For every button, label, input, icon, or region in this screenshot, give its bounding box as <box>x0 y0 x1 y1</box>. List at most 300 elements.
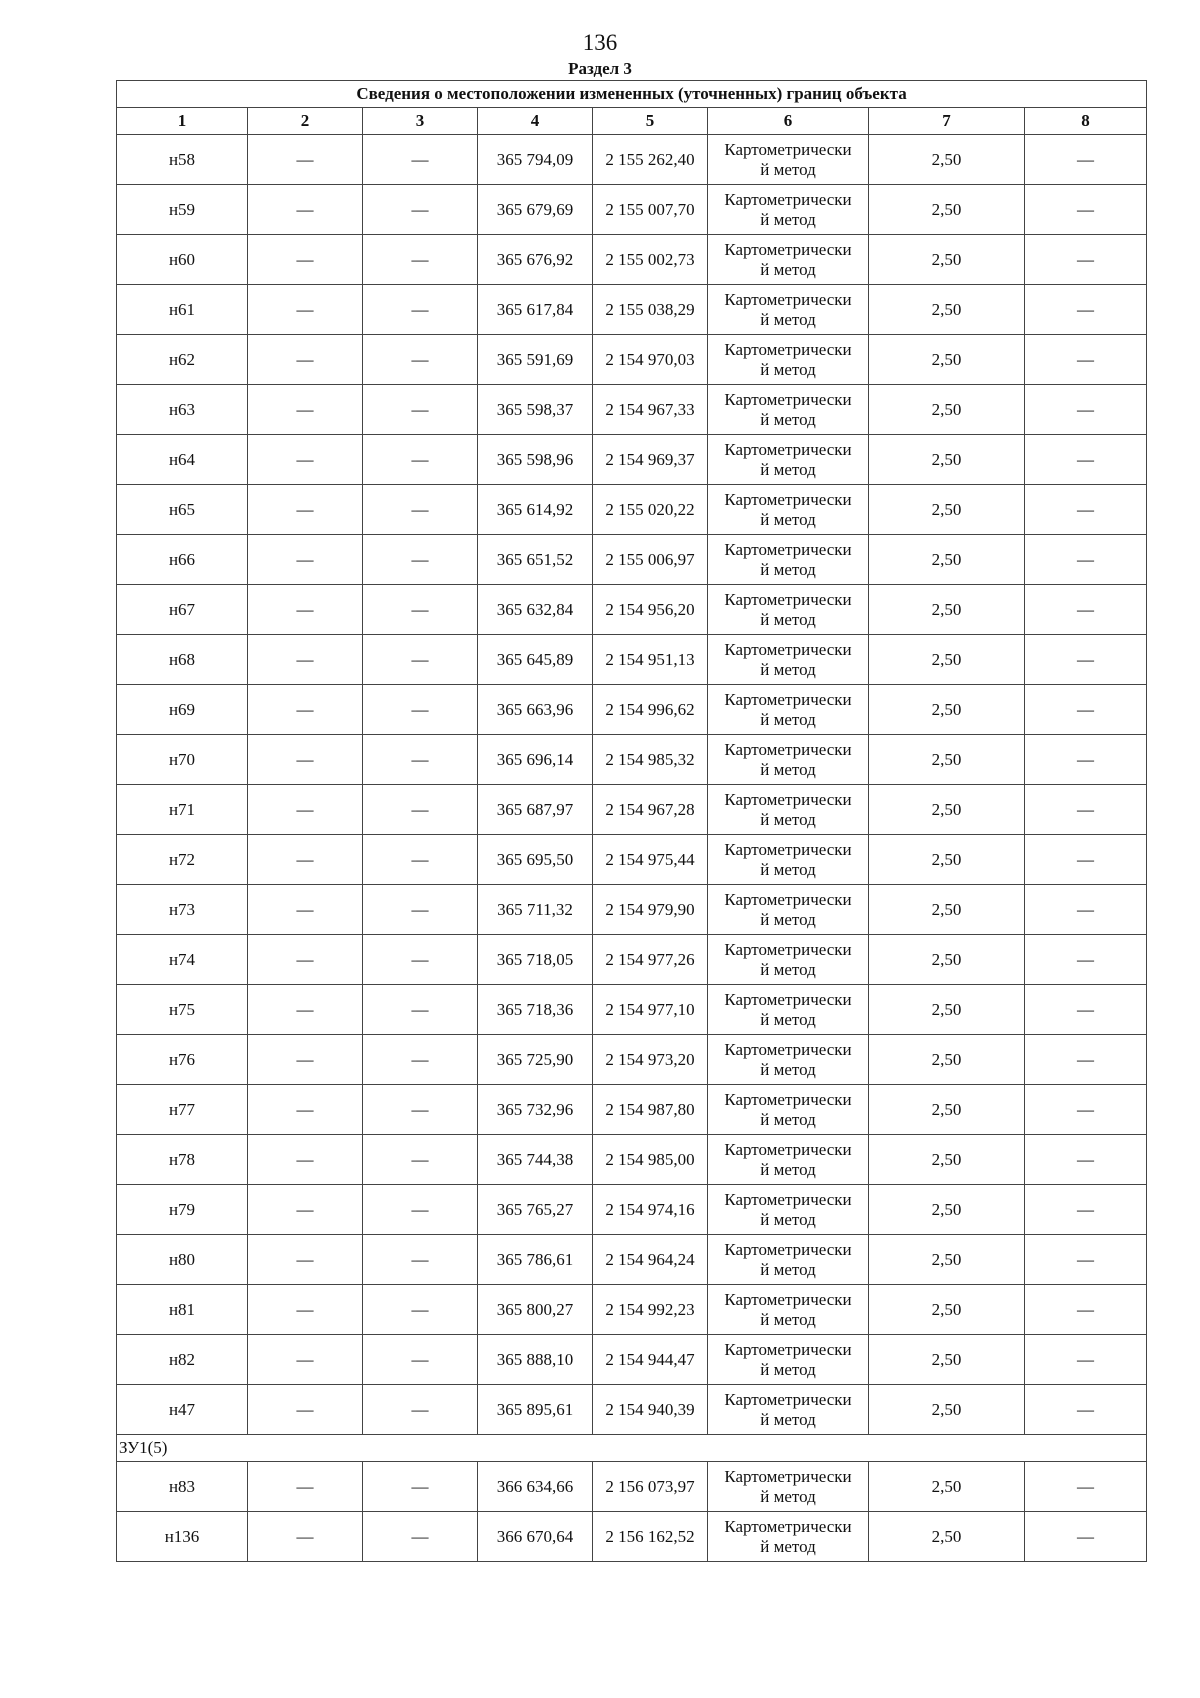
method-line-1: Картометрически <box>724 1039 852 1059</box>
accuracy-cell: 2,50 <box>869 485 1025 535</box>
column-2-cell: — <box>248 885 363 935</box>
column-2-cell: — <box>248 1335 363 1385</box>
table-row <box>117 535 1147 585</box>
column-2-cell: — <box>248 235 363 285</box>
point-name-cell: н136 <box>117 1512 248 1562</box>
column-2-cell: — <box>248 1512 363 1562</box>
accuracy-cell: 2,50 <box>869 685 1025 735</box>
column-8-cell: — <box>1025 185 1147 235</box>
x-coordinate-cell: 365 765,27 <box>478 1185 593 1235</box>
column-2-cell: — <box>248 285 363 335</box>
column-8-cell: — <box>1025 1085 1147 1135</box>
table-row <box>117 1235 1147 1285</box>
y-coordinate-cell: 2 154 940,39 <box>593 1385 708 1435</box>
accuracy-cell: 2,50 <box>869 1235 1025 1285</box>
method-cell <box>708 235 869 285</box>
column-3-cell: — <box>363 535 478 585</box>
method-cell <box>708 685 869 735</box>
column-3-cell: — <box>363 935 478 985</box>
method-line-2: й метод <box>760 609 816 629</box>
method-line-2: й метод <box>760 509 816 529</box>
method-cell <box>708 635 869 685</box>
accuracy-cell: 2,50 <box>869 285 1025 335</box>
point-name-cell: н75 <box>117 985 248 1035</box>
method-line-2: й метод <box>760 959 816 979</box>
method-line-1: Картометрически <box>724 589 852 609</box>
column-8-cell: — <box>1025 1035 1147 1085</box>
table-row <box>117 985 1147 1035</box>
accuracy-cell: 2,50 <box>869 185 1025 235</box>
y-coordinate-cell: 2 154 992,23 <box>593 1285 708 1335</box>
table-row <box>117 935 1147 985</box>
table-row <box>117 1085 1147 1135</box>
accuracy-cell: 2,50 <box>869 1285 1025 1335</box>
y-coordinate-cell: 2 155 006,97 <box>593 535 708 585</box>
column-8-cell: — <box>1025 1135 1147 1185</box>
column-3-cell: — <box>363 835 478 885</box>
method-line-1: Картометрически <box>724 939 852 959</box>
column-3-cell: — <box>363 1185 478 1235</box>
table-row <box>117 835 1147 885</box>
method-line-2: й метод <box>760 259 816 279</box>
column-8-cell: — <box>1025 385 1147 435</box>
y-coordinate-cell: 2 154 951,13 <box>593 635 708 685</box>
method-line-2: й метод <box>760 1486 816 1506</box>
column-header: 2 <box>248 108 363 135</box>
x-coordinate-cell: 365 718,05 <box>478 935 593 985</box>
x-coordinate-cell: 365 614,92 <box>478 485 593 535</box>
x-coordinate-cell: 365 617,84 <box>478 285 593 335</box>
method-line-1: Картометрически <box>724 989 852 1009</box>
column-2-cell: — <box>248 785 363 835</box>
y-coordinate-cell: 2 154 996,62 <box>593 685 708 735</box>
column-2-cell: — <box>248 485 363 535</box>
method-line-2: й метод <box>760 459 816 479</box>
column-2-cell: — <box>248 985 363 1035</box>
accuracy-cell: 2,50 <box>869 1035 1025 1085</box>
x-coordinate-cell: 365 695,50 <box>478 835 593 885</box>
y-coordinate-cell: 2 154 987,80 <box>593 1085 708 1135</box>
column-2-cell: — <box>248 585 363 635</box>
column-8-cell: — <box>1025 285 1147 335</box>
table-row <box>117 435 1147 485</box>
x-coordinate-cell: 366 670,64 <box>478 1512 593 1562</box>
column-8-cell: — <box>1025 435 1147 485</box>
column-2-cell: — <box>248 135 363 185</box>
method-line-2: й метод <box>760 1259 816 1279</box>
column-8-cell: — <box>1025 1185 1147 1235</box>
method-line-1: Картометрически <box>724 439 852 459</box>
coordinates-table <box>116 80 1147 1562</box>
y-coordinate-cell: 2 154 956,20 <box>593 585 708 635</box>
column-8-cell: — <box>1025 785 1147 835</box>
table-row <box>117 635 1147 685</box>
column-2-cell: — <box>248 635 363 685</box>
method-line-2: й метод <box>760 159 816 179</box>
y-coordinate-cell: 2 154 944,47 <box>593 1335 708 1385</box>
y-coordinate-cell: 2 155 020,22 <box>593 485 708 535</box>
method-cell <box>708 1335 869 1385</box>
column-8-cell: — <box>1025 885 1147 935</box>
table-row <box>117 185 1147 235</box>
y-coordinate-cell: 2 156 073,97 <box>593 1462 708 1512</box>
method-cell <box>708 335 869 385</box>
method-line-2: й метод <box>760 709 816 729</box>
accuracy-cell: 2,50 <box>869 135 1025 185</box>
point-name-cell: н70 <box>117 735 248 785</box>
column-2-cell: — <box>248 935 363 985</box>
column-2-cell: — <box>248 835 363 885</box>
method-cell <box>708 885 869 935</box>
point-name-cell: н58 <box>117 135 248 185</box>
method-cell <box>708 1035 869 1085</box>
point-name-cell: н78 <box>117 1135 248 1185</box>
column-header-row <box>117 108 1147 135</box>
method-line-2: й метод <box>760 1409 816 1429</box>
method-cell <box>708 1385 869 1435</box>
table-row <box>117 485 1147 535</box>
column-2-cell: — <box>248 1035 363 1085</box>
column-3-cell: — <box>363 485 478 535</box>
method-line-2: й метод <box>760 1359 816 1379</box>
y-coordinate-cell: 2 155 262,40 <box>593 135 708 185</box>
column-3-cell: — <box>363 1335 478 1385</box>
y-coordinate-cell: 2 155 002,73 <box>593 235 708 285</box>
accuracy-cell: 2,50 <box>869 985 1025 1035</box>
table-row <box>117 335 1147 385</box>
x-coordinate-cell: 366 634,66 <box>478 1462 593 1512</box>
point-name-cell: н81 <box>117 1285 248 1335</box>
point-name-cell: н61 <box>117 285 248 335</box>
method-line-2: й метод <box>760 1159 816 1179</box>
accuracy-cell: 2,50 <box>869 1385 1025 1435</box>
method-cell <box>708 1135 869 1185</box>
point-name-cell: н71 <box>117 785 248 835</box>
x-coordinate-cell: 365 679,69 <box>478 185 593 235</box>
column-8-cell: — <box>1025 235 1147 285</box>
column-3-cell: — <box>363 635 478 685</box>
accuracy-cell: 2,50 <box>869 335 1025 385</box>
point-name-cell: н79 <box>117 1185 248 1235</box>
x-coordinate-cell: 365 687,97 <box>478 785 593 835</box>
y-coordinate-cell: 2 154 973,20 <box>593 1035 708 1085</box>
column-2-cell: — <box>248 335 363 385</box>
method-cell <box>708 435 869 485</box>
method-line-1: Картометрически <box>724 1189 852 1209</box>
column-2-cell: — <box>248 685 363 735</box>
column-3-cell: — <box>363 285 478 335</box>
method-line-1: Картометрически <box>724 239 852 259</box>
method-line-1: Картометрически <box>724 689 852 709</box>
y-coordinate-cell: 2 154 977,10 <box>593 985 708 1035</box>
accuracy-cell: 2,50 <box>869 1512 1025 1562</box>
method-cell <box>708 935 869 985</box>
column-header: 1 <box>117 108 248 135</box>
column-8-cell: — <box>1025 635 1147 685</box>
column-3-cell: — <box>363 1512 478 1562</box>
group-label: ЗУ1(5) <box>117 1435 1147 1462</box>
method-line-2: й метод <box>760 1109 816 1129</box>
y-coordinate-cell: 2 154 967,33 <box>593 385 708 435</box>
method-line-1: Картометрически <box>724 1139 852 1159</box>
accuracy-cell: 2,50 <box>869 835 1025 885</box>
y-coordinate-cell: 2 154 967,28 <box>593 785 708 835</box>
point-name-cell: н69 <box>117 685 248 735</box>
method-cell <box>708 385 869 435</box>
column-3-cell: — <box>363 1135 478 1185</box>
point-name-cell: н63 <box>117 385 248 435</box>
point-name-cell: н76 <box>117 1035 248 1085</box>
column-header: 6 <box>708 108 869 135</box>
method-line-2: й метод <box>760 809 816 829</box>
column-2-cell: — <box>248 735 363 785</box>
x-coordinate-cell: 365 800,27 <box>478 1285 593 1335</box>
method-line-2: й метод <box>760 1209 816 1229</box>
column-3-cell: — <box>363 785 478 835</box>
table-row <box>117 885 1147 935</box>
column-8-cell: — <box>1025 1335 1147 1385</box>
accuracy-cell: 2,50 <box>869 1335 1025 1385</box>
x-coordinate-cell: 365 888,10 <box>478 1335 593 1385</box>
method-line-1: Картометрически <box>724 789 852 809</box>
x-coordinate-cell: 365 794,09 <box>478 135 593 185</box>
method-line-2: й метод <box>760 409 816 429</box>
accuracy-cell: 2,50 <box>869 1135 1025 1185</box>
accuracy-cell: 2,50 <box>869 1462 1025 1512</box>
method-line-2: й метод <box>760 759 816 779</box>
column-3-cell: — <box>363 1462 478 1512</box>
column-8-cell: — <box>1025 935 1147 985</box>
y-coordinate-cell: 2 154 985,00 <box>593 1135 708 1185</box>
column-8-cell: — <box>1025 1235 1147 1285</box>
accuracy-cell: 2,50 <box>869 585 1025 635</box>
column-3-cell: — <box>363 885 478 935</box>
table-row <box>117 1385 1147 1435</box>
method-cell <box>708 785 869 835</box>
point-name-cell: н64 <box>117 435 248 485</box>
column-2-cell: — <box>248 1085 363 1135</box>
table-row <box>117 1185 1147 1235</box>
point-name-cell: н59 <box>117 185 248 235</box>
method-line-1: Картометрически <box>724 1339 852 1359</box>
point-name-cell: н82 <box>117 1335 248 1385</box>
method-line-1: Картометрически <box>724 289 852 309</box>
method-line-1: Картометрически <box>724 489 852 509</box>
x-coordinate-cell: 365 725,90 <box>478 1035 593 1085</box>
x-coordinate-cell: 365 711,32 <box>478 885 593 935</box>
x-coordinate-cell: 365 632,84 <box>478 585 593 635</box>
x-coordinate-cell: 365 663,96 <box>478 685 593 735</box>
column-8-cell: — <box>1025 1285 1147 1335</box>
method-cell <box>708 1512 869 1562</box>
table-row <box>117 585 1147 635</box>
method-line-2: й метод <box>760 559 816 579</box>
method-cell <box>708 1085 869 1135</box>
accuracy-cell: 2,50 <box>869 435 1025 485</box>
point-name-cell: н83 <box>117 1462 248 1512</box>
method-cell <box>708 185 869 235</box>
method-line-1: Картометрически <box>724 839 852 859</box>
column-8-cell: — <box>1025 1385 1147 1435</box>
method-line-1: Картометрически <box>724 739 852 759</box>
column-header: 8 <box>1025 108 1147 135</box>
column-3-cell: — <box>363 385 478 435</box>
table-row <box>117 235 1147 285</box>
y-coordinate-cell: 2 154 977,26 <box>593 935 708 985</box>
method-cell <box>708 285 869 335</box>
column-8-cell: — <box>1025 735 1147 785</box>
table-row <box>117 685 1147 735</box>
method-line-1: Картометрически <box>724 389 852 409</box>
table-row <box>117 385 1147 435</box>
table-row <box>117 1512 1147 1562</box>
column-2-cell: — <box>248 1385 363 1435</box>
column-3-cell: — <box>363 585 478 635</box>
x-coordinate-cell: 365 651,52 <box>478 535 593 585</box>
column-3-cell: — <box>363 435 478 485</box>
x-coordinate-cell: 365 645,89 <box>478 635 593 685</box>
method-line-2: й метод <box>760 859 816 879</box>
column-3-cell: — <box>363 985 478 1035</box>
table-row <box>117 1285 1147 1335</box>
y-coordinate-cell: 2 155 038,29 <box>593 285 708 335</box>
column-3-cell: — <box>363 1035 478 1085</box>
method-cell <box>708 1235 869 1285</box>
column-8-cell: — <box>1025 835 1147 885</box>
method-line-2: й метод <box>760 1059 816 1079</box>
method-line-1: Картометрически <box>724 1289 852 1309</box>
column-3-cell: — <box>363 185 478 235</box>
method-cell <box>708 735 869 785</box>
accuracy-cell: 2,50 <box>869 885 1025 935</box>
column-8-cell: — <box>1025 535 1147 585</box>
y-coordinate-cell: 2 156 162,52 <box>593 1512 708 1562</box>
x-coordinate-cell: 365 732,96 <box>478 1085 593 1135</box>
column-2-cell: — <box>248 1185 363 1235</box>
column-2-cell: — <box>248 385 363 435</box>
column-header: 3 <box>363 108 478 135</box>
x-coordinate-cell: 365 786,61 <box>478 1235 593 1285</box>
column-header: 4 <box>478 108 593 135</box>
y-coordinate-cell: 2 154 964,24 <box>593 1235 708 1285</box>
method-cell <box>708 535 869 585</box>
accuracy-cell: 2,50 <box>869 635 1025 685</box>
method-line-1: Картометрически <box>724 1516 852 1536</box>
column-3-cell: — <box>363 1235 478 1285</box>
accuracy-cell: 2,50 <box>869 535 1025 585</box>
y-coordinate-cell: 2 154 969,37 <box>593 435 708 485</box>
column-header: 7 <box>869 108 1025 135</box>
column-header: 5 <box>593 108 708 135</box>
x-coordinate-cell: 365 591,69 <box>478 335 593 385</box>
x-coordinate-cell: 365 598,37 <box>478 385 593 435</box>
point-name-cell: н62 <box>117 335 248 385</box>
point-name-cell: н47 <box>117 1385 248 1435</box>
column-3-cell: — <box>363 235 478 285</box>
x-coordinate-cell: 365 676,92 <box>478 235 593 285</box>
table-row <box>117 785 1147 835</box>
y-coordinate-cell: 2 154 970,03 <box>593 335 708 385</box>
y-coordinate-cell: 2 154 975,44 <box>593 835 708 885</box>
table-row <box>117 1135 1147 1185</box>
accuracy-cell: 2,50 <box>869 385 1025 435</box>
column-2-cell: — <box>248 185 363 235</box>
y-coordinate-cell: 2 154 974,16 <box>593 1185 708 1235</box>
column-2-cell: — <box>248 1235 363 1285</box>
method-line-2: й метод <box>760 1309 816 1329</box>
accuracy-cell: 2,50 <box>869 735 1025 785</box>
column-8-cell: — <box>1025 1512 1147 1562</box>
x-coordinate-cell: 365 598,96 <box>478 435 593 485</box>
column-3-cell: — <box>363 335 478 385</box>
method-cell <box>708 485 869 535</box>
accuracy-cell: 2,50 <box>869 935 1025 985</box>
accuracy-cell: 2,50 <box>869 785 1025 835</box>
table-row <box>117 285 1147 335</box>
point-name-cell: н72 <box>117 835 248 885</box>
method-line-2: й метод <box>760 209 816 229</box>
method-line-1: Картометрически <box>724 1239 852 1259</box>
group-row <box>117 1435 1147 1462</box>
table-row <box>117 1335 1147 1385</box>
method-line-1: Картометрически <box>724 1089 852 1109</box>
method-cell <box>708 1285 869 1335</box>
method-line-1: Картометрически <box>724 189 852 209</box>
method-line-1: Картометрически <box>724 639 852 659</box>
column-2-cell: — <box>248 1462 363 1512</box>
method-cell <box>708 835 869 885</box>
table-body <box>117 135 1147 1562</box>
column-2-cell: — <box>248 535 363 585</box>
method-line-2: й метод <box>760 1009 816 1029</box>
point-name-cell: н65 <box>117 485 248 535</box>
method-line-2: й метод <box>760 359 816 379</box>
table-row <box>117 1462 1147 1512</box>
x-coordinate-cell: 365 744,38 <box>478 1135 593 1185</box>
method-line-2: й метод <box>760 309 816 329</box>
column-2-cell: — <box>248 1285 363 1335</box>
method-cell <box>708 1462 869 1512</box>
x-coordinate-cell: 365 895,61 <box>478 1385 593 1435</box>
method-line-2: й метод <box>760 659 816 679</box>
y-coordinate-cell: 2 155 007,70 <box>593 185 708 235</box>
column-3-cell: — <box>363 135 478 185</box>
point-name-cell: н80 <box>117 1235 248 1285</box>
point-name-cell: н67 <box>117 585 248 635</box>
column-2-cell: — <box>248 1135 363 1185</box>
column-3-cell: — <box>363 735 478 785</box>
column-8-cell: — <box>1025 1462 1147 1512</box>
page-number: 136 <box>582 30 618 55</box>
method-cell <box>708 1185 869 1235</box>
method-line-1: Картометрически <box>724 1466 852 1486</box>
column-3-cell: — <box>363 1285 478 1335</box>
column-3-cell: — <box>363 1085 478 1135</box>
method-line-1: Картометрически <box>724 339 852 359</box>
accuracy-cell: 2,50 <box>869 1085 1025 1135</box>
point-name-cell: н73 <box>117 885 248 935</box>
column-2-cell: — <box>248 435 363 485</box>
table-row <box>117 735 1147 785</box>
x-coordinate-cell: 365 696,14 <box>478 735 593 785</box>
method-line-2: й метод <box>760 909 816 929</box>
column-3-cell: — <box>363 685 478 735</box>
point-name-cell: н68 <box>117 635 248 685</box>
column-8-cell: — <box>1025 685 1147 735</box>
method-line-1: Картометрически <box>724 539 852 559</box>
method-cell <box>708 585 869 635</box>
table-row <box>117 1035 1147 1085</box>
